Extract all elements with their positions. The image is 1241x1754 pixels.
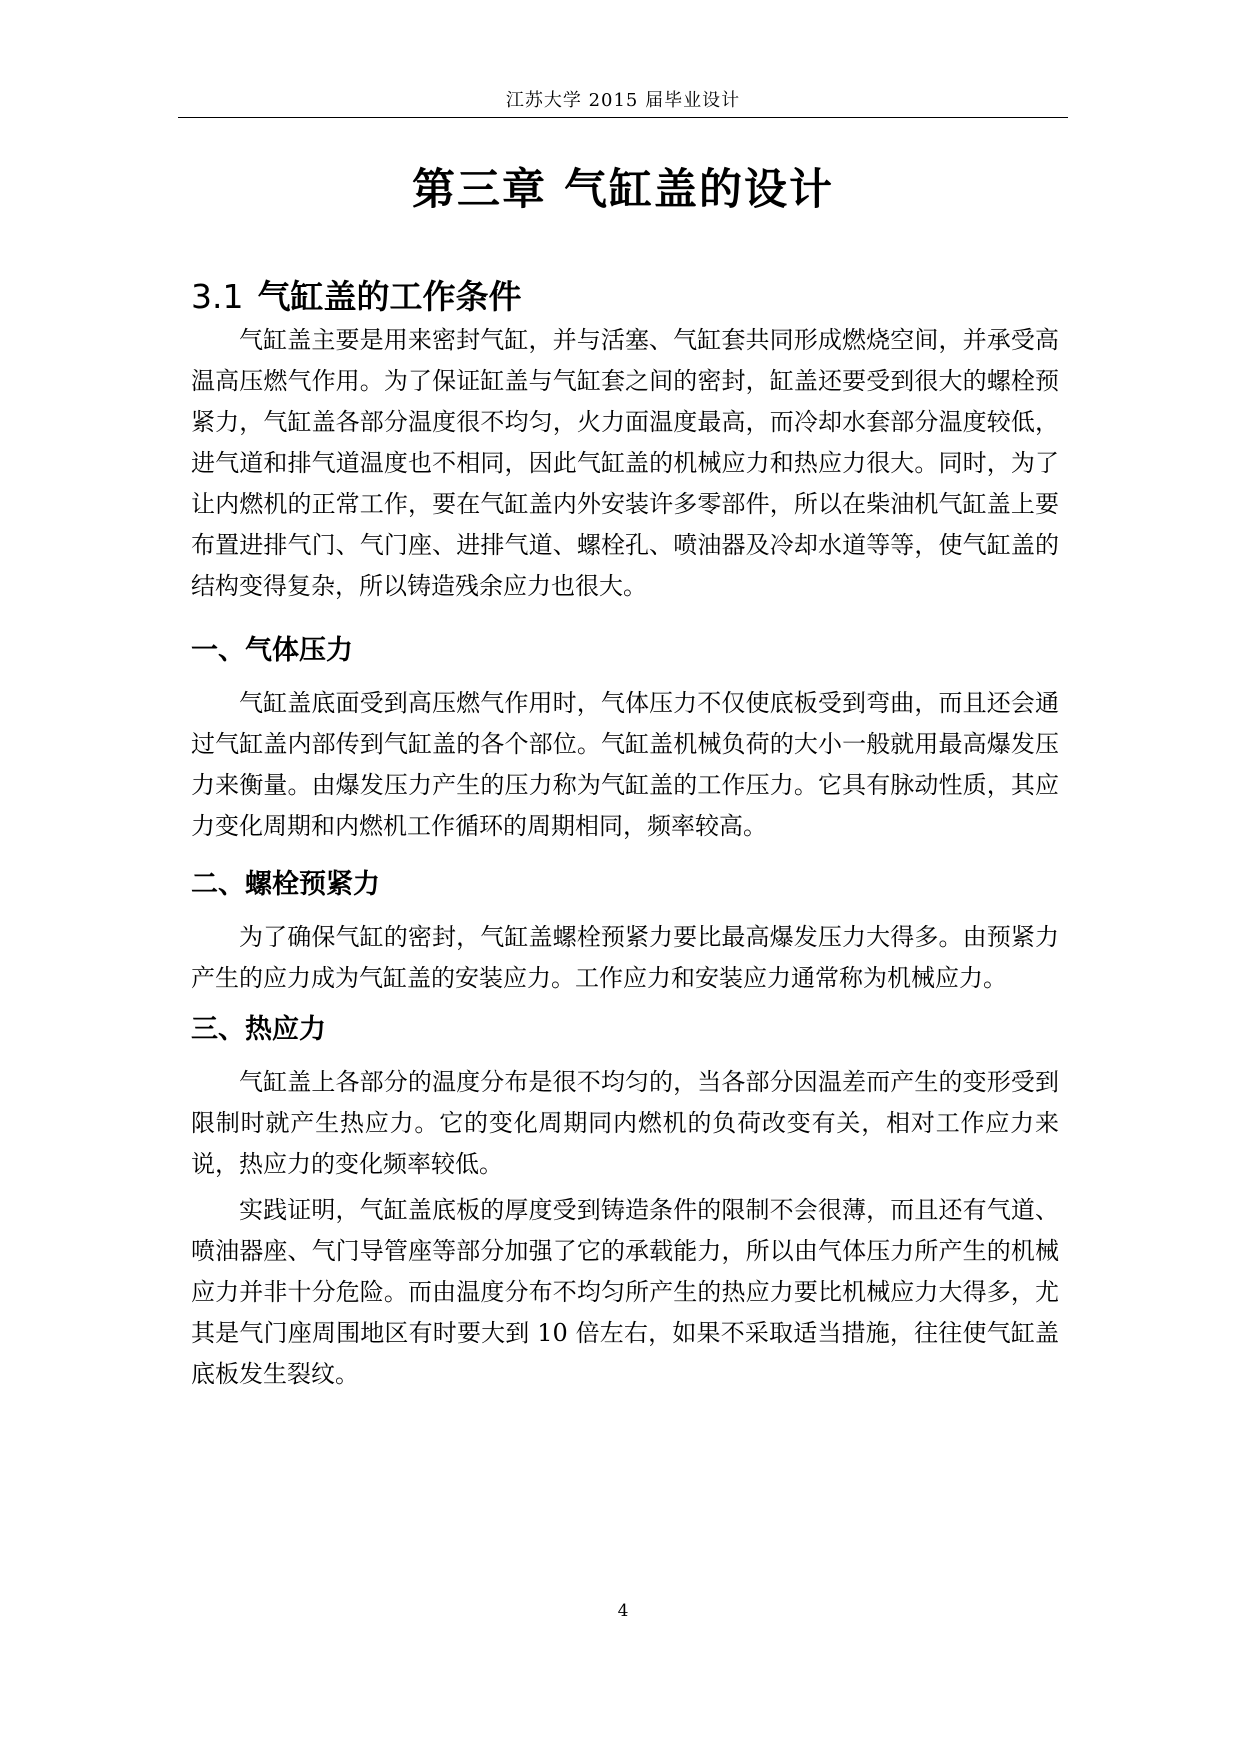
paragraph-bolt-preload: 为了确保气缸的密封，气缸盖螺栓预紧力要比最高爆发压力大得多。由预紧力产生的应力成为气缸盖的安装应力。工作应力和安装应力通常称为机械应力。 bbox=[191, 923, 1059, 992]
page-number: 4 bbox=[617, 1601, 629, 1621]
paragraph-thermal-stress-2: 实践证明，气缸盖底板的厚度受到铸造条件的限制不会很薄，而且还有气道、喷油器座、气门导管座等部分加强了它的承载能力，所以由气体压力所产生的机械应力并非十分危险。而由温度分布不均匀所产生的热应力要比机械应力大得多，尤其是气门座周围地区有时要大到 10 倍左右，如果不采取适当措施，往往使气缸盖底板发生裂纹。 bbox=[191, 1196, 1059, 1388]
running-header: 江苏大学 2015 届毕业设计 bbox=[505, 90, 741, 111]
subheading-thermal-stress: 三、热应力 bbox=[191, 1014, 326, 1045]
section-title bbox=[191, 273, 521, 321]
section-number: 3.1 bbox=[191, 277, 244, 316]
subheading-gas-pressure: 一、气体压力 bbox=[191, 635, 353, 666]
subheading-bolt-preload: 二、螺栓预紧力 bbox=[191, 869, 380, 900]
header-rule bbox=[178, 117, 1068, 118]
paragraph-gas-pressure: 气缸盖底面受到高压燃气作用时，气体压力不仅使底板受到弯曲，而且还会通过气缸盖内部传到气缸盖的各个部位。气缸盖机械负荷的大小一般就用最高爆发压力来衡量。由爆发压力产生的压力称为气缸盖的工作压力。它具有脉动性质，其应力变化周期和内燃机工作循环的周期相同，频率较高。 bbox=[191, 689, 1059, 840]
section-title-text: 气缸盖的工作条件 bbox=[257, 277, 522, 316]
paragraph-thermal-stress-1: 气缸盖上各部分的温度分布是很不均匀的，当各部分因温差而产生的变形受到限制时就产生热应力。它的变化周期同内燃机的负荷改变有关，相对工作应力来说，热应力的变化频率较低。 bbox=[191, 1068, 1059, 1178]
chapter-title: 第三章 气缸盖的设计 bbox=[412, 165, 834, 215]
paragraph-intro: 气缸盖主要是用来密封气缸，并与活塞、气缸套共同形成燃烧空间，并承受高温高压燃气作用。为了保证缸盖与气缸套之间的密封，缸盖还要受到很大的螺栓预紧力，气缸盖各部分温度很不均匀，火力面温度最高，而冷却水套部分温度较低，进气道和排气道温度也不相同，因此气缸盖的机械应力和热应力很大。同时，为了让内燃机的正常工作，要在气缸盖内外安装许多零部件，所以在柴油机气缸盖上要布置进排气门、气门座、进排气道、螺栓孔、喷油器及冷却水道等等，使气缸盖的结构变得复杂，所以铸造残余应力也很大。 bbox=[191, 326, 1059, 600]
